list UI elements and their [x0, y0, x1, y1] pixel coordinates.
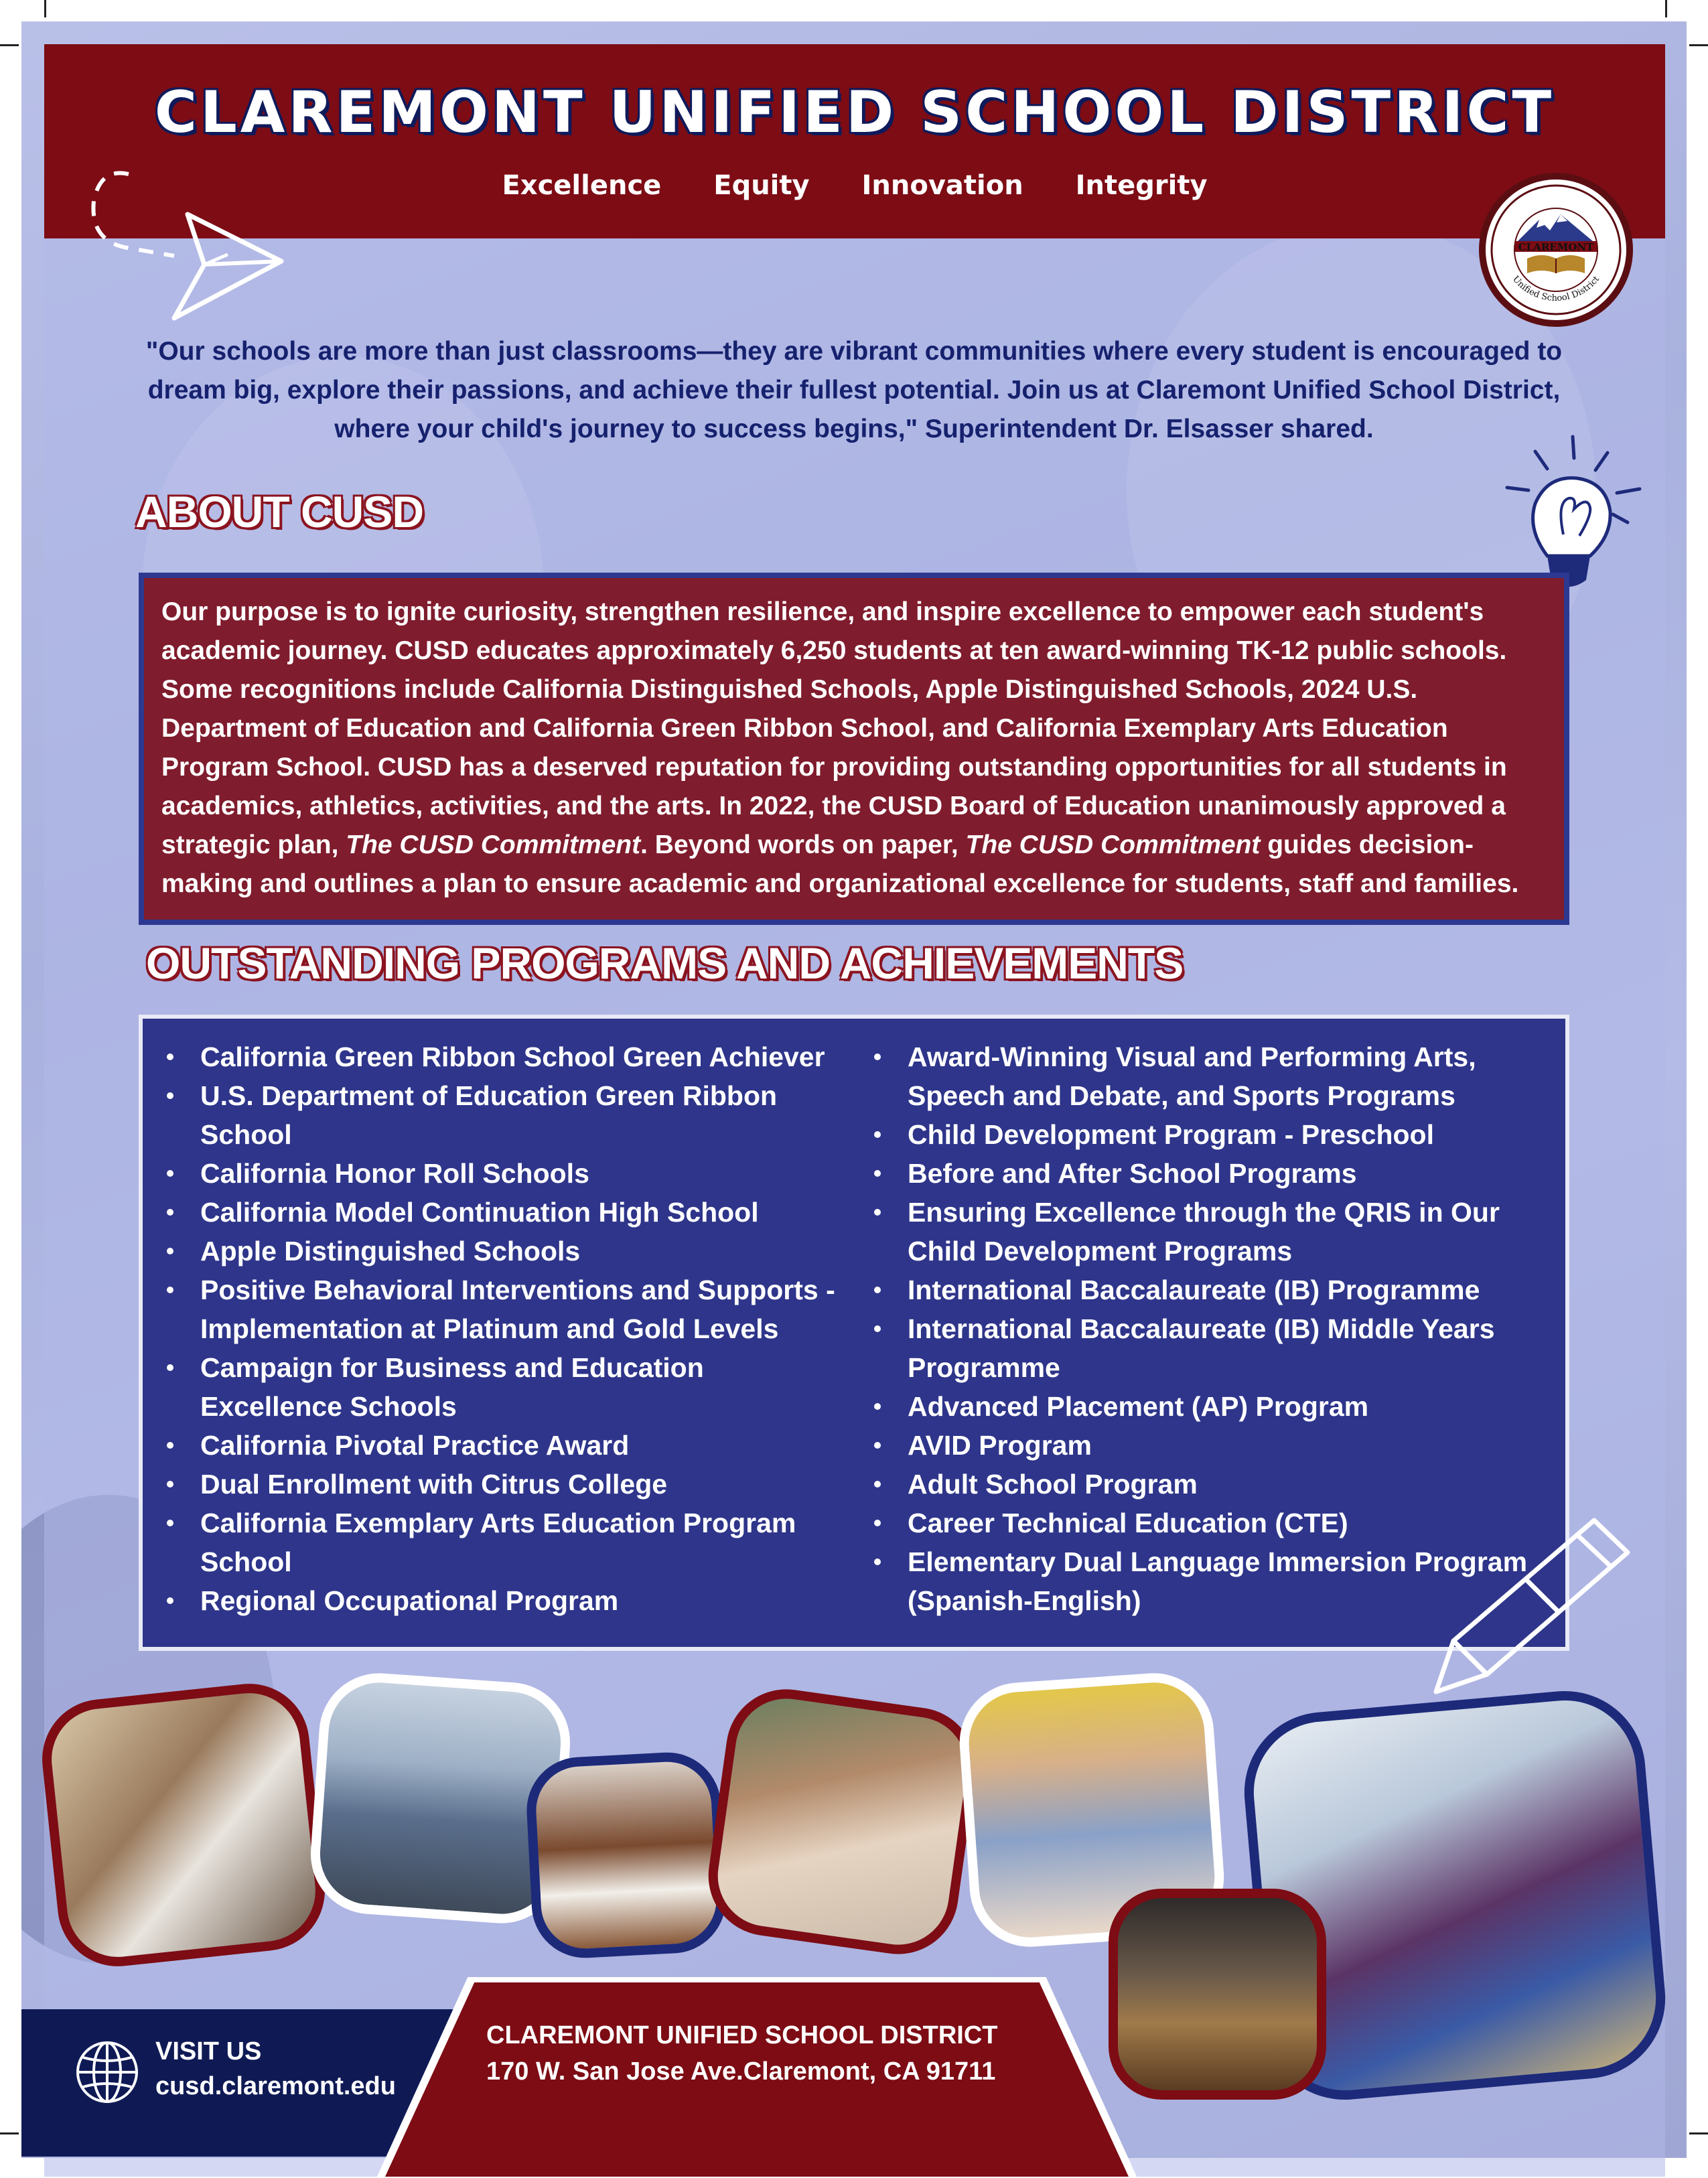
list-item: Elementary Dual Language Immersion Program (Spanish-English)	[850, 1542, 1560, 1620]
pencil-icon	[1427, 1507, 1641, 1701]
list-item: California Pivotal Practice Award	[143, 1426, 853, 1465]
list-item: Regional Occupational Program	[143, 1581, 853, 1620]
value-innovation: Innovation	[861, 170, 1023, 201]
value-excellence: Excellence	[502, 170, 662, 201]
list-item: Award-Winning Visual and Performing Arts, Speech and Debate, and Sports Programs	[850, 1037, 1560, 1115]
footer-district-name: CLAREMONT UNIFIED SCHOOL DISTRICT	[486, 2021, 998, 2049]
about-heading: ABOUT CUSD	[135, 487, 423, 536]
district-logo	[1479, 173, 1633, 327]
photo-child-high-five	[36, 1678, 331, 1972]
about-italic: The CUSD Commitment	[965, 830, 1261, 859]
crop-mark	[1665, 0, 1667, 17]
list-item: Advanced Placement (AP) Program	[850, 1387, 1560, 1426]
logo-text-bottom: Unified School District	[1510, 274, 1602, 304]
superintendent-quote: "Our schools are more than just classrooms—they are vibrant communities where every student is encouraged to dream big, explore their passions, and achieve their fullest potential. Join us at Claremont Unified School District, where your child's journey to success begins," Superintendent Dr. Elsasser shared.	[145, 337, 1563, 443]
about-box	[139, 573, 1569, 925]
list-item: Positive Behavioral Interventions and Supports - Implementation at Platinum and Gold Levels	[143, 1270, 853, 1348]
list-item: AVID Program	[850, 1426, 1560, 1465]
website-link[interactable]: cusd.claremont.edu	[155, 2072, 396, 2100]
globe-icon	[74, 2039, 141, 2106]
list-item: Before and After School Programs	[850, 1154, 1560, 1193]
crop-mark	[1689, 2132, 1708, 2134]
list-item: Apple Distinguished Schools	[143, 1232, 853, 1270]
list-item: International Baccalaureate (IB) Middle Years Programme	[850, 1309, 1560, 1387]
crop-mark	[1689, 44, 1708, 46]
visit-us-label: VISIT US	[155, 2037, 262, 2065]
list-item: Career Technical Education (CTE)	[850, 1504, 1560, 1542]
crop-mark	[0, 44, 19, 46]
logo-text-top: CLAREMONT	[1518, 241, 1594, 253]
list-item: Dual Enrollment with Citrus College	[143, 1465, 853, 1504]
list-item: California Green Ribbon School Green Achiever	[143, 1037, 853, 1076]
paper-airplane-icon	[87, 167, 288, 321]
photo-speaker-podium	[1109, 1889, 1326, 2100]
photo-girl-violin	[524, 1750, 728, 1961]
about-text: guides decision-making and outlines a plan to ensure academic and organizational excellence for students, staff and families.	[161, 830, 1519, 898]
about-text: Our purpose is to ignite curiosity, strengthen resilience, and inspire excellence to empower each student's academic journey. CUSD educates approximately 6,250 students at ten award-winning TK-12 public schools. Some recognitions include California Distinguished Schools, Apple Distinguished Schools, 2024 U.S. Department of Education and California Green Ribbon School, and California Exemplary Arts Education Program School. CUSD has a deserved reputation for providing outstanding opportunities for all students in academics, athletics, activities, and the arts. In 2022, the CUSD Board of Education unanimously approved a strategic plan,	[161, 597, 1507, 859]
list-item: Ensuring Excellence through the QRIS in Our Child Development Programs	[850, 1193, 1560, 1270]
list-item: U.S. Department of Education Green Ribbon School	[143, 1076, 853, 1154]
programs-box	[139, 1015, 1569, 1651]
programs-left-list	[143, 1037, 853, 1620]
list-item: California Honor Roll Schools	[143, 1154, 853, 1193]
list-item: Campaign for Business and Education Excellence Schools	[143, 1348, 853, 1426]
value-equity: Equity	[713, 170, 810, 201]
value-integrity: Integrity	[1075, 170, 1208, 201]
crop-mark	[0, 2132, 19, 2134]
list-item: Child Development Program - Preschool	[850, 1115, 1560, 1154]
list-item: International Baccalaureate (IB) Programme	[850, 1270, 1560, 1309]
programs-heading: OUTSTANDING PROGRAMS AND ACHIEVEMENTS	[146, 938, 1184, 988]
list-item: California Model Continuation High School	[143, 1193, 853, 1232]
district-title: CLAREMONT UNIFIED SCHOOL DISTRICT	[154, 79, 1555, 146]
footer-address: 170 W. San Jose Ave.Claremont, CA 91711	[486, 2057, 996, 2086]
crop-mark	[44, 0, 46, 17]
list-item: Adult School Program	[850, 1465, 1560, 1504]
about-italic: The CUSD Commitment	[346, 830, 641, 859]
photo-girl-desk	[701, 1682, 984, 1962]
list-item: California Exemplary Arts Education Program School	[143, 1504, 853, 1581]
about-text: . Beyond words on paper,	[640, 830, 966, 859]
